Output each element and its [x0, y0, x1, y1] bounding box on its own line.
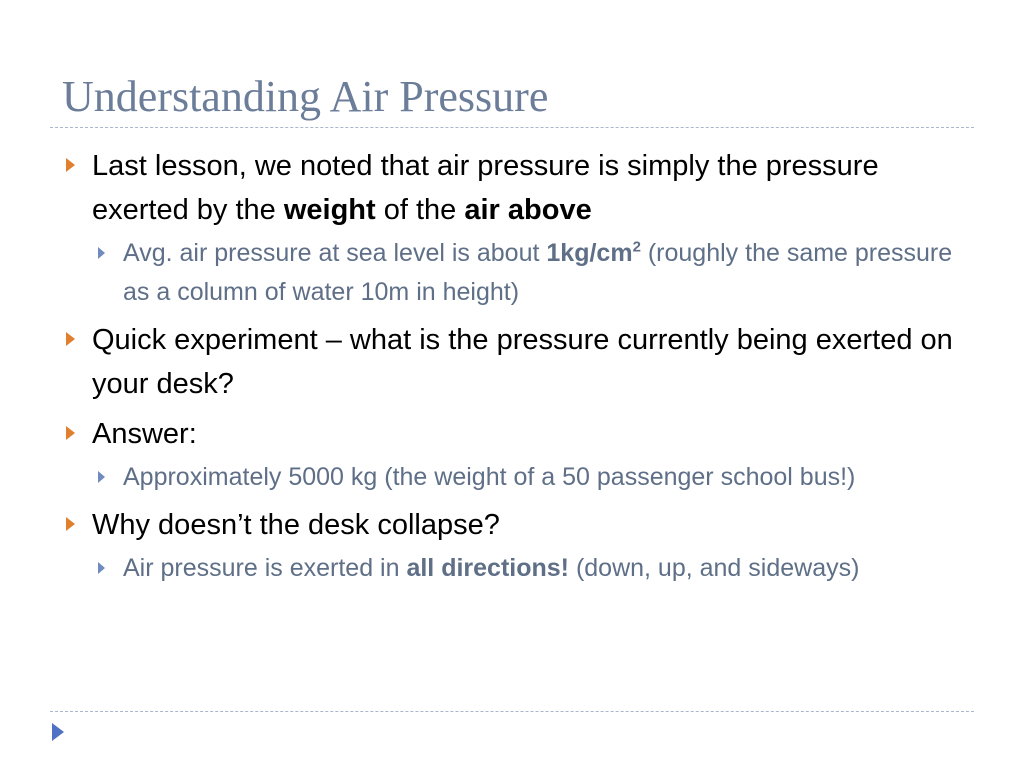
- sub-bullet-text: (down, up, and sideways): [569, 554, 860, 582]
- sub-bullet-arrow-icon: [98, 562, 105, 574]
- play-arrow-icon[interactable]: [52, 723, 64, 741]
- bullet-item: [62, 412, 962, 456]
- bullet-arrow-icon: [66, 426, 75, 440]
- sub-bullet-text-bold: 1kg/cm: [546, 239, 633, 267]
- superscript: 2: [632, 238, 641, 256]
- bullet-text: Answer:: [92, 418, 197, 450]
- sub-bullet-arrow-icon: [98, 247, 105, 259]
- bullet-arrow-icon: [66, 332, 75, 346]
- slide-title: Understanding Air Pressure: [62, 72, 549, 121]
- title-divider: [50, 127, 974, 128]
- bullet-text: of the: [375, 194, 465, 226]
- sub-bullet-item: [93, 549, 962, 588]
- sub-bullet-text: Air pressure is exerted in: [123, 554, 407, 582]
- sub-bullet-text: (roughly the same pressure as a column of water 10m in height): [123, 239, 953, 306]
- bullet-text: Last lesson, we noted that air pressure is simply the pressure exerted by the: [92, 150, 879, 226]
- bullet-item: [62, 318, 962, 406]
- bullet-list: [62, 144, 962, 588]
- bullet-arrow-icon: [66, 158, 75, 172]
- bullet-text: Quick experiment – what is the pressure currently being exerted on your desk?: [92, 324, 953, 400]
- bullet-item: [62, 503, 962, 547]
- bullet-item: [62, 144, 962, 232]
- bullet-arrow-icon: [66, 517, 75, 531]
- bullet-text-bold: air above: [464, 194, 592, 226]
- sub-bullet-text: Approximately 5000 kg (the weight of a 50 passenger school bus!): [123, 463, 856, 491]
- sub-bullet-text: Avg. air pressure at sea level is about: [123, 239, 547, 267]
- sub-bullet-item: [93, 458, 962, 497]
- sub-bullet-item: [93, 234, 962, 312]
- bullet-text-bold: weight: [283, 194, 376, 226]
- sub-bullet-arrow-icon: [98, 471, 105, 483]
- footer-divider: [50, 711, 974, 712]
- sub-bullet-text-bold: all directions!: [406, 554, 569, 582]
- bullet-text: Why doesn’t the desk collapse?: [92, 509, 500, 541]
